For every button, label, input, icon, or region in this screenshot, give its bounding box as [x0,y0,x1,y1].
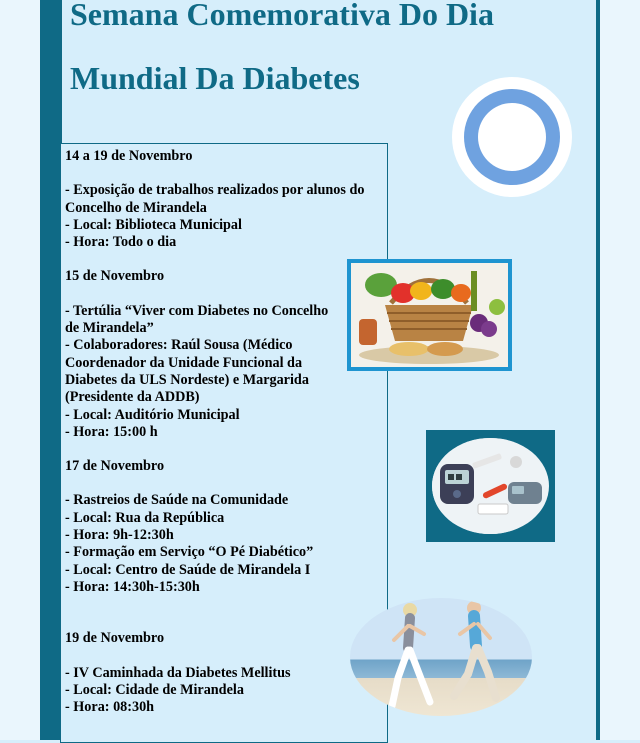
event-line: Diabetes da ULS Nordeste) e Margarida [65,371,309,388]
event-line: - IV Caminhada da Diabetes Mellitus [65,664,291,681]
event-line: - Tertúlia “Viver com Diabetes no Concelho [65,302,329,319]
schedule-box [60,143,388,743]
photo-oval-frame [432,438,549,534]
event-line: - Colaboradores: Raúl Sousa (Médico [65,337,293,354]
event-line: Coordenador da Unidade Funcional da [65,354,303,371]
section-date: 14 a 19 de Novembro [65,148,193,164]
event-line: - Rastreios de Saúde na Comunidade [65,492,289,509]
left-light-stripe [0,0,40,740]
glucose-meter-photo [426,430,555,542]
schedule-section [65,148,383,251]
food-basket-photo [347,259,512,371]
event-line: - Local: Rua da República [65,509,225,526]
event-line: - Local: Centro de Saúde de Mirandela I [65,561,311,578]
glucose-meter-illustration [432,438,549,534]
line-spacer [65,286,383,303]
event-line: Concelho de Mirandela [65,199,207,216]
event-line: - Local: Auditório Municipal [65,406,240,423]
section-date: 19 de Novembro [65,630,165,647]
event-line: - Hora: 9h-12:30h [65,527,174,544]
event-line: (Presidente da ADDB) [65,389,200,406]
event-line: - Hora: 15:00 h [65,423,158,440]
line-spacer [65,648,383,665]
line-spacer [65,475,383,492]
left-dark-stripe [40,0,62,740]
schedule-section [65,630,383,716]
food-basket-illustration [351,263,508,367]
walking-couple-illustration [350,598,532,716]
right-light-stripe [600,0,640,740]
event-line: - Hora: 14:30h-15:30h [65,578,200,595]
event-line: - Hora: 08:30h [65,699,155,716]
schedule-section [65,458,383,613]
title-line-1: Semana Comemorativa Do Dia [70,0,494,32]
section-date: 17 de Novembro [65,458,165,475]
blue-circle-icon [452,77,572,197]
walking-couple-photo [350,598,532,716]
section-date: 15 de Novembro [65,268,165,285]
ring-shape [464,89,560,185]
ring-hole [478,103,546,171]
event-line: - Local: Cidade de Mirandela [65,681,244,698]
schedule-section [65,268,383,441]
event-line: - Formação em Serviço “O Pé Diabético” [65,544,314,561]
line-spacer [65,596,383,613]
event-line: - Hora: Todo o dia [65,234,177,251]
event-line: de Mirandela” [65,320,154,337]
event-line: - Local: Biblioteca Municipal [65,216,242,233]
title-line-2: Mundial Da Diabetes [70,60,360,96]
event-line: - Exposição de trabalhos realizados por alunos do [65,182,365,199]
line-spacer [65,165,383,182]
